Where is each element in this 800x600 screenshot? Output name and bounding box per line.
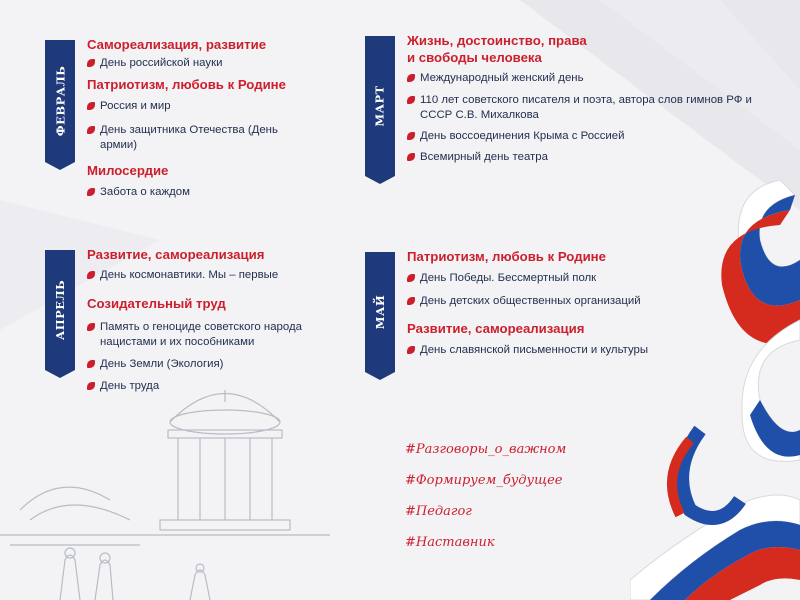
month-tab-april xyxy=(45,250,75,370)
item-text: День Победы. Бессмертный полк xyxy=(420,272,597,284)
hashtag: #Педагог xyxy=(405,504,472,519)
bullet-icon xyxy=(87,382,95,390)
month-label: ФЕВРАЛЬ xyxy=(53,65,68,137)
item-text: День детских общественных организаций xyxy=(420,295,641,307)
month-label: АПРЕЛЬ xyxy=(53,279,67,341)
item-text: День космонавтики. Мы – первые xyxy=(100,269,279,281)
list-item xyxy=(407,271,717,286)
month-label: МАЙ xyxy=(373,294,387,330)
item-text: Россия и мир xyxy=(100,100,171,112)
month-tab-march xyxy=(365,36,395,176)
hashtag: #Разговоры_о_важном xyxy=(405,442,567,457)
month-content xyxy=(87,36,362,203)
theme-heading: Жизнь, достоинство, права и свободы человека xyxy=(407,33,587,65)
bullet-icon xyxy=(87,102,95,110)
item-text: День труда xyxy=(100,380,160,392)
list-item xyxy=(87,357,362,372)
theme-heading: Патриотизм, любовь к Родине xyxy=(407,249,606,264)
item-text: 110 лет советского писателя и поэта, автора слов гимнов РФ и СССР С.В. Михалкова xyxy=(420,94,752,121)
list-item xyxy=(87,123,290,153)
item-text: Международный женский день xyxy=(420,72,584,84)
list-item xyxy=(407,93,770,123)
theme-heading: Милосердие xyxy=(87,163,169,178)
month-label: МАРТ xyxy=(373,85,387,127)
item-text: Забота о каждом xyxy=(100,186,190,198)
item-text: День воссоединения Крыма с Россией xyxy=(420,130,625,142)
russian-flag-ribbon xyxy=(630,170,800,600)
month-content xyxy=(87,246,362,397)
list-item xyxy=(407,343,717,358)
list-item xyxy=(87,185,362,200)
list-item xyxy=(87,379,362,394)
bullet-icon xyxy=(87,188,95,196)
theme-heading: Развитие, самореализация xyxy=(407,321,585,336)
bullet-icon xyxy=(407,297,415,305)
theme-heading: Созидательный труд xyxy=(87,296,226,311)
item-text: День защитника Отечества (День армии) xyxy=(100,124,278,151)
theme-heading: Развитие, самореализация xyxy=(87,247,265,262)
month-content xyxy=(407,32,757,168)
item-text: Всемирный день театра xyxy=(420,151,548,163)
list-item xyxy=(407,71,757,86)
bullet-icon xyxy=(407,74,415,82)
bullet-icon xyxy=(87,59,95,67)
bullet-icon xyxy=(87,323,95,331)
list-item xyxy=(87,99,362,114)
item-text: День славянской письменности и культуры xyxy=(420,344,649,356)
theme-heading: Патриотизм, любовь к Родине xyxy=(87,77,286,92)
hashtag: #Формируем_будущее xyxy=(405,473,563,488)
bullet-icon xyxy=(407,153,415,161)
gazebo-illustration xyxy=(0,370,380,600)
bullet-icon xyxy=(407,96,415,104)
list-item xyxy=(407,129,757,144)
hashtag: #Наставник xyxy=(405,535,495,550)
month-tab-february xyxy=(45,40,75,162)
theme-heading: Самореализация, развитие xyxy=(87,37,267,52)
month-content xyxy=(407,248,717,361)
list-item xyxy=(87,268,362,283)
bullet-icon xyxy=(87,126,95,134)
bullet-icon xyxy=(407,274,415,282)
list-item xyxy=(407,150,757,165)
month-tab-may xyxy=(365,252,395,372)
list-item xyxy=(87,56,362,71)
bullet-icon xyxy=(407,346,415,354)
bullet-icon xyxy=(407,132,415,140)
bullet-icon xyxy=(87,271,95,279)
bullet-icon xyxy=(87,360,95,368)
item-text: День российской науки xyxy=(100,57,223,69)
hashtag-list xyxy=(405,440,566,564)
list-item xyxy=(407,294,717,309)
item-text: Память о геноциде советского народа нацистами и их пособниками xyxy=(100,321,302,348)
item-text: День Земли (Экология) xyxy=(100,358,224,370)
list-item xyxy=(87,320,350,350)
